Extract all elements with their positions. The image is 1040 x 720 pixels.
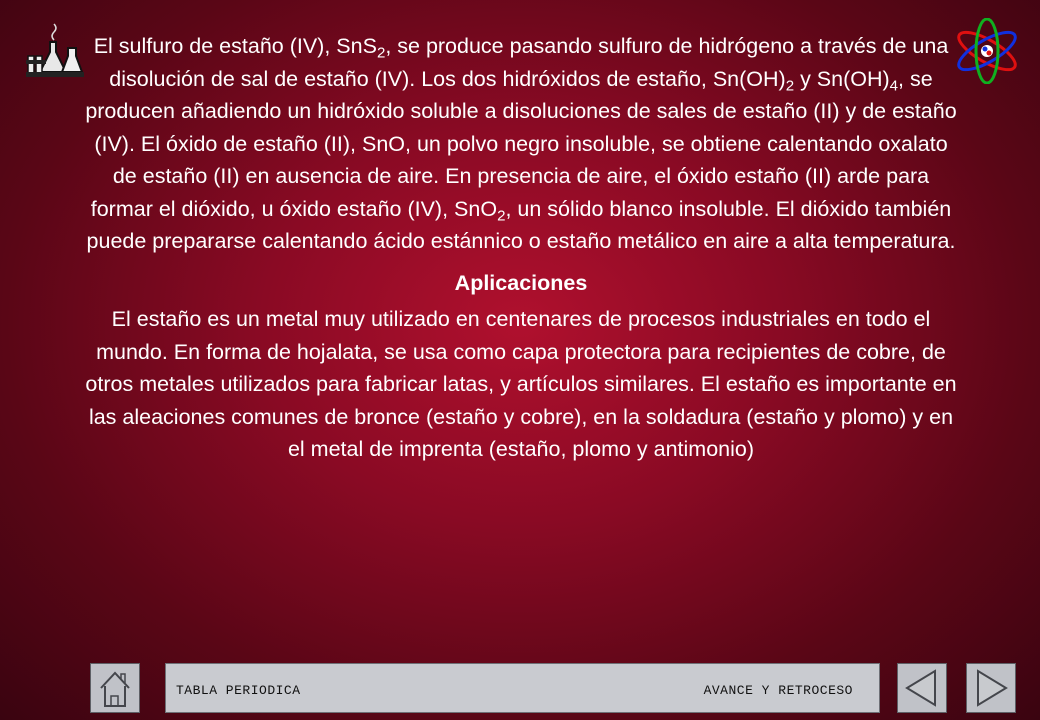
text-segment: y Sn(OH) xyxy=(794,66,890,91)
back-button[interactable] xyxy=(897,663,947,713)
text-segment: , se producen añadiendo un hidróxido soluble a disoluciones de sales de estaño (II) y de estaño (IV). El óxido de estaño (II), SnO, un polvo negro insoluble, se obtiene calentando oxalato de estaño (II) en ausencia de aire. En presencia de aire, el óxido estaño (II) arde para formar el dióxido, u óxido estaño (IV), SnO xyxy=(85,66,957,221)
back-arrow-icon xyxy=(898,664,946,712)
forward-arrow-icon xyxy=(967,664,1015,712)
subscript: 2 xyxy=(497,207,506,224)
slide-content xyxy=(80,30,962,466)
forward-button[interactable] xyxy=(966,663,1016,713)
subscript: 2 xyxy=(376,44,386,62)
home-icon xyxy=(91,664,139,712)
text-segment: El sulfuro de estaño (IV), SnS xyxy=(93,34,377,58)
paragraph-tin-compounds xyxy=(80,30,962,258)
atom-icon xyxy=(952,18,1022,84)
footer-bar xyxy=(165,663,880,713)
subscript: 4 xyxy=(889,77,899,94)
navigation-link[interactable]: AVANCE Y RETROCESO xyxy=(703,683,853,698)
lab-glassware-icon xyxy=(24,22,86,80)
atom-logo xyxy=(952,18,1022,84)
paragraph-applications: El estaño es un metal muy utilizado en centenares de procesos industriales en todo el mundo. En forma de hojalata, se usa como capa protectora para recipientes de cobre, de otros metales utilizados para fabricar latas, y artículos similares. El estaño es importante en las aleaciones comunes de bronce (estaño y cobre), en la soldadura (estaño y plomo) y en el metal de imprenta (estaño, plomo y antimonio) xyxy=(85,307,957,461)
periodic-table-link[interactable]: TABLA PERIODICA xyxy=(176,683,301,698)
text-segment: , se produce pasando sulfuro de hidrógeno a través de una disolución de sal de estaño (IV). Los dos hidróxidos de estaño, Sn(OH) xyxy=(109,34,949,91)
lab-logo xyxy=(24,22,86,80)
home-button[interactable] xyxy=(90,663,140,713)
section-heading: Aplicaciones xyxy=(454,270,588,295)
text-segment: , un sólido blanco insoluble. El dióxido también puede prepararse calentando ácido estánnico o estaño metálico en aire a alta temperatura. xyxy=(86,196,956,253)
subscript: 2 xyxy=(785,77,795,94)
